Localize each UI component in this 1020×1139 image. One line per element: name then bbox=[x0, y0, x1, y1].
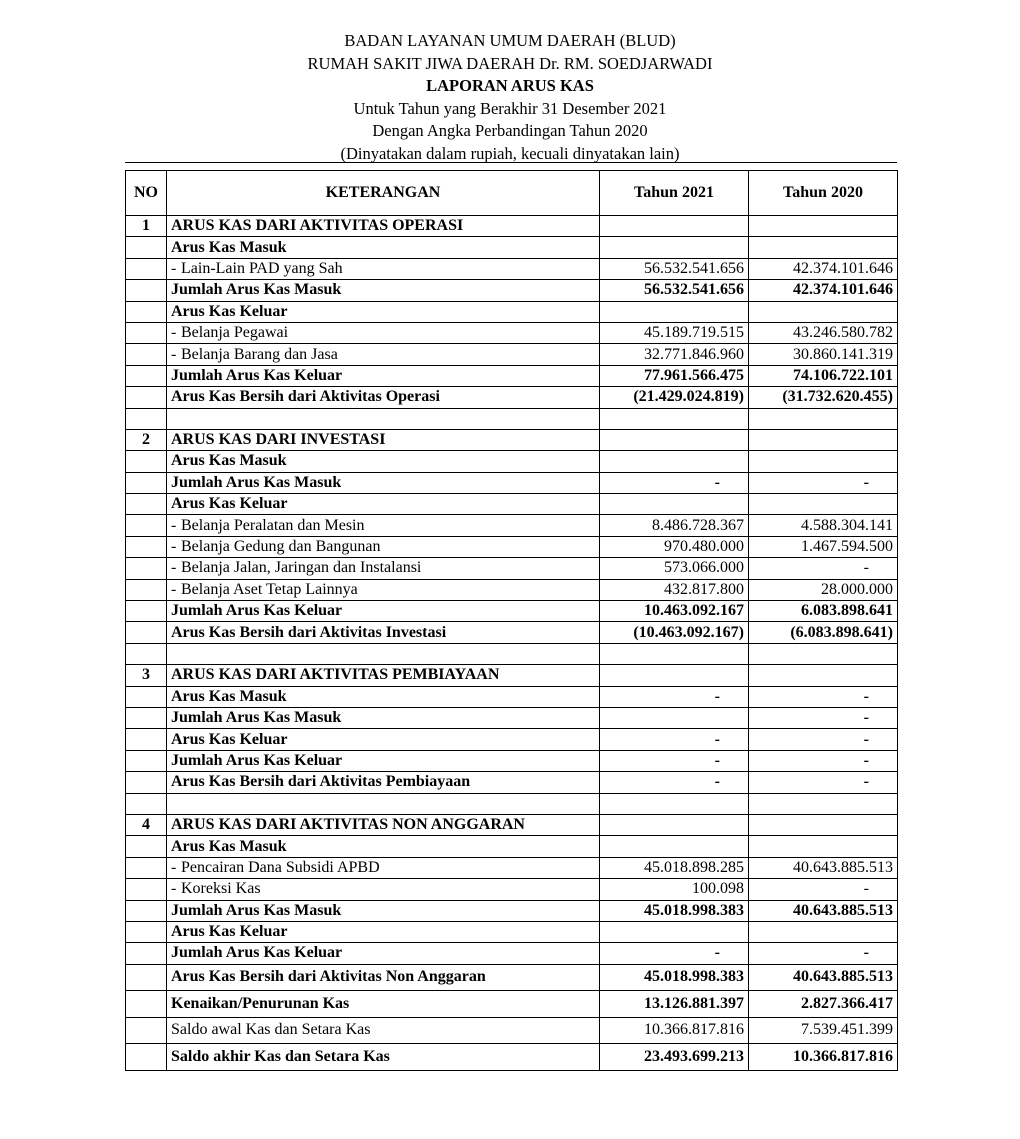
row-description bbox=[167, 879, 600, 900]
row-label: Arus Kas Keluar bbox=[171, 495, 288, 513]
row-description bbox=[167, 216, 600, 237]
row-label: Belanja Barang dan Jasa bbox=[181, 345, 338, 363]
value-2020: 1.467.594.500 bbox=[749, 536, 898, 557]
row-label: Arus Kas Keluar bbox=[171, 730, 288, 748]
row-number bbox=[126, 943, 167, 964]
row-number bbox=[126, 643, 167, 664]
table-row bbox=[126, 750, 898, 771]
row-label: Saldo awal Kas dan Setara Kas bbox=[171, 1021, 371, 1039]
row-description bbox=[167, 536, 600, 557]
table-row bbox=[126, 536, 898, 557]
value-2020 bbox=[749, 793, 898, 814]
row-number bbox=[126, 622, 167, 643]
table-row bbox=[126, 900, 898, 921]
row-number bbox=[126, 408, 167, 429]
value-2020: 30.860.141.319 bbox=[749, 344, 898, 365]
item-dash-marker: - bbox=[171, 516, 177, 534]
value-2020: - bbox=[749, 558, 898, 579]
table-row bbox=[126, 686, 898, 707]
item-dash-marker: - bbox=[171, 538, 177, 556]
value-2020: 74.106.722.101 bbox=[749, 365, 898, 386]
value-2020: - bbox=[749, 729, 898, 750]
value-2020 bbox=[749, 921, 898, 942]
row-description bbox=[167, 857, 600, 878]
row-label: Jumlah Arus Kas Masuk bbox=[171, 473, 342, 491]
row-number bbox=[126, 1017, 167, 1044]
value-2020 bbox=[749, 836, 898, 857]
table-row bbox=[126, 793, 898, 814]
row-number bbox=[126, 387, 167, 408]
row-number bbox=[126, 707, 167, 728]
value-2021: 23.493.699.213 bbox=[600, 1044, 749, 1071]
row-label: Belanja Peralatan dan Mesin bbox=[181, 516, 365, 534]
value-2021 bbox=[600, 216, 749, 237]
item-dash-marker: - bbox=[171, 880, 177, 898]
table-row bbox=[126, 429, 898, 450]
row-number: 3 bbox=[126, 665, 167, 686]
value-2020: - bbox=[749, 472, 898, 493]
value-2020 bbox=[749, 643, 898, 664]
row-label: Arus Kas Bersih dari Aktivitas Pembiayaan bbox=[171, 773, 471, 791]
row-label: Jumlah Arus Kas Masuk bbox=[171, 901, 342, 919]
row-label: Belanja Gedung dan Bangunan bbox=[181, 538, 381, 556]
value-2021: (21.429.024.819) bbox=[600, 387, 749, 408]
row-number bbox=[126, 558, 167, 579]
column-header-year-2020: Tahun 2020 bbox=[749, 171, 898, 216]
row-number bbox=[126, 964, 167, 991]
row-number bbox=[126, 921, 167, 942]
table-row bbox=[126, 601, 898, 622]
value-2021: 77.961.566.475 bbox=[600, 365, 749, 386]
value-2021 bbox=[600, 429, 749, 450]
row-description bbox=[167, 622, 600, 643]
table-row bbox=[126, 344, 898, 365]
row-description bbox=[167, 1044, 600, 1071]
row-description bbox=[167, 579, 600, 600]
row-number bbox=[126, 280, 167, 301]
value-2021: 10.366.817.816 bbox=[600, 1017, 749, 1044]
row-number bbox=[126, 365, 167, 386]
row-number bbox=[126, 836, 167, 857]
row-label: Arus Kas Bersih dari Aktivitas Operasi bbox=[171, 388, 440, 406]
row-number bbox=[126, 301, 167, 322]
row-description bbox=[167, 814, 600, 835]
value-2021: 32.771.846.960 bbox=[600, 344, 749, 365]
value-2021: - bbox=[600, 750, 749, 771]
value-2020: 40.643.885.513 bbox=[749, 857, 898, 878]
value-2020 bbox=[749, 301, 898, 322]
row-description bbox=[167, 943, 600, 964]
value-2021: - bbox=[600, 943, 749, 964]
row-description bbox=[167, 237, 600, 258]
row-label: Kenaikan/Penurunan Kas bbox=[171, 994, 350, 1012]
table-row bbox=[126, 1044, 898, 1071]
row-label: Belanja Jalan, Jaringan dan Instalansi bbox=[181, 559, 422, 577]
value-2021 bbox=[600, 643, 749, 664]
table-row bbox=[126, 964, 898, 991]
row-description bbox=[167, 836, 600, 857]
row-number: 4 bbox=[126, 814, 167, 835]
table-row bbox=[126, 707, 898, 728]
row-label: Lain-Lain PAD yang Sah bbox=[181, 259, 343, 277]
column-header-description: KETERANGAN bbox=[167, 171, 600, 216]
row-description bbox=[167, 665, 600, 686]
value-2021: 45.018.998.383 bbox=[600, 964, 749, 991]
row-label: Arus Kas Bersih dari Aktivitas Investasi bbox=[171, 623, 447, 641]
table-row bbox=[126, 494, 898, 515]
report-period: Untuk Tahun yang Berakhir 31 Desember 2021 bbox=[353, 98, 667, 118]
value-2020: 42.374.101.646 bbox=[749, 258, 898, 279]
value-2021: 13.126.881.397 bbox=[600, 991, 749, 1018]
value-2021 bbox=[600, 665, 749, 686]
table-row bbox=[126, 472, 898, 493]
value-2020: 4.588.304.141 bbox=[749, 515, 898, 536]
row-number bbox=[126, 494, 167, 515]
row-number bbox=[126, 472, 167, 493]
table-row bbox=[126, 237, 898, 258]
table-header-row bbox=[126, 171, 898, 216]
table-row bbox=[126, 921, 898, 942]
table-row bbox=[126, 814, 898, 835]
row-label: Jumlah Arus Kas Keluar bbox=[171, 602, 343, 620]
row-number bbox=[126, 451, 167, 472]
value-2020: 28.000.000 bbox=[749, 579, 898, 600]
table-row bbox=[126, 579, 898, 600]
value-2020 bbox=[749, 429, 898, 450]
row-number bbox=[126, 258, 167, 279]
row-number bbox=[126, 857, 167, 878]
row-label: Arus Kas Masuk bbox=[171, 837, 287, 855]
value-2020: (6.083.898.641) bbox=[749, 622, 898, 643]
cash-flow-table bbox=[125, 170, 898, 1071]
table-row bbox=[126, 729, 898, 750]
value-2020: 7.539.451.399 bbox=[749, 1017, 898, 1044]
row-description bbox=[167, 900, 600, 921]
row-description bbox=[167, 793, 600, 814]
table-row bbox=[126, 515, 898, 536]
report-currency-note: (Dinyatakan dalam rupiah, kecuali dinyatakan lain) bbox=[340, 143, 680, 163]
table-row bbox=[126, 387, 898, 408]
value-2021: - bbox=[600, 686, 749, 707]
row-label: Jumlah Arus Kas Keluar bbox=[171, 366, 343, 384]
value-2020: (31.732.620.455) bbox=[749, 387, 898, 408]
row-description bbox=[167, 365, 600, 386]
value-2021: 573.066.000 bbox=[600, 558, 749, 579]
column-header-year-2021: Tahun 2021 bbox=[600, 171, 749, 216]
value-2020 bbox=[749, 408, 898, 429]
row-description bbox=[167, 558, 600, 579]
row-number bbox=[126, 1044, 167, 1071]
value-2020: 40.643.885.513 bbox=[749, 964, 898, 991]
value-2021: - bbox=[600, 729, 749, 750]
hospital-name: RUMAH SAKIT JIWA DAERAH Dr. RM. SOEDJARWADI bbox=[307, 53, 713, 73]
item-dash-marker: - bbox=[171, 580, 177, 598]
row-label: Arus Kas Keluar bbox=[171, 302, 288, 320]
table-row bbox=[126, 1017, 898, 1044]
row-number bbox=[126, 879, 167, 900]
table-row bbox=[126, 665, 898, 686]
row-description bbox=[167, 280, 600, 301]
row-number bbox=[126, 729, 167, 750]
value-2020: 43.246.580.782 bbox=[749, 322, 898, 343]
value-2021: 56.532.541.656 bbox=[600, 280, 749, 301]
value-2020: 40.643.885.513 bbox=[749, 900, 898, 921]
row-number bbox=[126, 515, 167, 536]
value-2020: - bbox=[749, 750, 898, 771]
value-2020 bbox=[749, 494, 898, 515]
row-number bbox=[126, 991, 167, 1018]
row-label: ARUS KAS DARI AKTIVITAS PEMBIAYAAN bbox=[171, 666, 500, 684]
value-2021 bbox=[600, 921, 749, 942]
row-number bbox=[126, 750, 167, 771]
row-number bbox=[126, 579, 167, 600]
table-row bbox=[126, 216, 898, 237]
value-2021: - bbox=[600, 472, 749, 493]
row-number bbox=[126, 536, 167, 557]
row-label: Jumlah Arus Kas Keluar bbox=[171, 944, 343, 962]
row-label: Pencairan Dana Subsidi APBD bbox=[181, 858, 380, 876]
table-row bbox=[126, 280, 898, 301]
table-row bbox=[126, 622, 898, 643]
table-row bbox=[126, 991, 898, 1018]
item-dash-marker: - bbox=[171, 259, 177, 277]
value-2020: 2.827.366.417 bbox=[749, 991, 898, 1018]
row-description bbox=[167, 387, 600, 408]
row-number bbox=[126, 900, 167, 921]
row-description bbox=[167, 729, 600, 750]
value-2021: 432.817.800 bbox=[600, 579, 749, 600]
value-2020 bbox=[749, 814, 898, 835]
row-description bbox=[167, 515, 600, 536]
value-2021 bbox=[600, 301, 749, 322]
row-label: Arus Kas Masuk bbox=[171, 452, 287, 470]
row-description bbox=[167, 601, 600, 622]
value-2021: 45.018.998.383 bbox=[600, 900, 749, 921]
row-label: Jumlah Arus Kas Masuk bbox=[171, 709, 342, 727]
value-2020: - bbox=[749, 879, 898, 900]
item-dash-marker: - bbox=[171, 324, 177, 342]
table-body bbox=[126, 216, 898, 1071]
row-description bbox=[167, 472, 600, 493]
item-dash-marker: - bbox=[171, 858, 177, 876]
table-row bbox=[126, 857, 898, 878]
report-comparison: Dengan Angka Perbandingan Tahun 2020 bbox=[372, 121, 648, 140]
row-description bbox=[167, 707, 600, 728]
value-2020: - bbox=[749, 707, 898, 728]
report-header bbox=[0, 30, 1020, 165]
value-2021 bbox=[600, 494, 749, 515]
row-number bbox=[126, 237, 167, 258]
header-divider bbox=[125, 162, 897, 163]
table-row bbox=[126, 879, 898, 900]
value-2021: 8.486.728.367 bbox=[600, 515, 749, 536]
row-number bbox=[126, 322, 167, 343]
row-description bbox=[167, 322, 600, 343]
row-number bbox=[126, 772, 167, 793]
table-row bbox=[126, 301, 898, 322]
row-label: Jumlah Arus Kas Masuk bbox=[171, 281, 342, 299]
value-2021: 56.532.541.656 bbox=[600, 258, 749, 279]
value-2021: - bbox=[600, 772, 749, 793]
value-2020: 10.366.817.816 bbox=[749, 1044, 898, 1071]
value-2021 bbox=[600, 793, 749, 814]
row-description bbox=[167, 750, 600, 771]
row-description bbox=[167, 1017, 600, 1044]
row-description bbox=[167, 772, 600, 793]
row-description bbox=[167, 686, 600, 707]
row-label: Arus Kas Keluar bbox=[171, 923, 288, 941]
row-label: Belanja Pegawai bbox=[181, 324, 289, 342]
row-description bbox=[167, 344, 600, 365]
row-description bbox=[167, 451, 600, 472]
item-dash-marker: - bbox=[171, 559, 177, 577]
row-label: ARUS KAS DARI INVESTASI bbox=[171, 431, 386, 449]
row-label: ARUS KAS DARI AKTIVITAS OPERASI bbox=[171, 217, 464, 235]
value-2020 bbox=[749, 665, 898, 686]
row-number bbox=[126, 601, 167, 622]
row-label: Jumlah Arus Kas Keluar bbox=[171, 751, 343, 769]
row-number: 1 bbox=[126, 216, 167, 237]
row-number bbox=[126, 793, 167, 814]
table-row bbox=[126, 408, 898, 429]
value-2020: - bbox=[749, 772, 898, 793]
value-2021: 45.189.719.515 bbox=[600, 322, 749, 343]
table-row bbox=[126, 772, 898, 793]
item-dash-marker: - bbox=[171, 345, 177, 363]
row-number bbox=[126, 686, 167, 707]
row-label: Belanja Aset Tetap Lainnya bbox=[181, 580, 358, 598]
value-2021 bbox=[600, 408, 749, 429]
table-row bbox=[126, 365, 898, 386]
row-label: Saldo akhir Kas dan Setara Kas bbox=[171, 1047, 390, 1065]
table-row bbox=[126, 943, 898, 964]
value-2020 bbox=[749, 451, 898, 472]
value-2020 bbox=[749, 216, 898, 237]
row-description bbox=[167, 301, 600, 322]
row-description bbox=[167, 258, 600, 279]
report-title: LAPORAN ARUS KAS bbox=[426, 76, 594, 95]
table-row bbox=[126, 451, 898, 472]
value-2021: 10.463.092.167 bbox=[600, 601, 749, 622]
value-2021: 100.098 bbox=[600, 879, 749, 900]
row-label: Koreksi Kas bbox=[181, 880, 261, 898]
value-2020 bbox=[749, 237, 898, 258]
value-2021: (10.463.092.167) bbox=[600, 622, 749, 643]
row-description bbox=[167, 921, 600, 942]
row-description bbox=[167, 494, 600, 515]
row-description bbox=[167, 429, 600, 450]
row-number bbox=[126, 344, 167, 365]
row-label: Arus Kas Masuk bbox=[171, 687, 287, 705]
table-row bbox=[126, 836, 898, 857]
value-2021 bbox=[600, 836, 749, 857]
row-description bbox=[167, 991, 600, 1018]
row-number: 2 bbox=[126, 429, 167, 450]
value-2021: 45.018.898.285 bbox=[600, 857, 749, 878]
table-row bbox=[126, 322, 898, 343]
table-row bbox=[126, 558, 898, 579]
value-2020: - bbox=[749, 943, 898, 964]
row-label: Arus Kas Bersih dari Aktivitas Non Anggaran bbox=[171, 968, 486, 986]
value-2021 bbox=[600, 814, 749, 835]
row-description bbox=[167, 408, 600, 429]
value-2020: 6.083.898.641 bbox=[749, 601, 898, 622]
row-description bbox=[167, 964, 600, 991]
value-2021 bbox=[600, 237, 749, 258]
value-2021: 970.480.000 bbox=[600, 536, 749, 557]
table-row bbox=[126, 643, 898, 664]
value-2020: 42.374.101.646 bbox=[749, 280, 898, 301]
value-2021 bbox=[600, 707, 749, 728]
row-label: ARUS KAS DARI AKTIVITAS NON ANGGARAN bbox=[171, 816, 525, 834]
row-description bbox=[167, 643, 600, 664]
row-label: Arus Kas Masuk bbox=[171, 238, 287, 256]
value-2020: - bbox=[749, 686, 898, 707]
institution-name: BADAN LAYANAN UMUM DAERAH (BLUD) bbox=[344, 31, 676, 50]
column-header-no: NO bbox=[126, 171, 167, 216]
table-row bbox=[126, 258, 898, 279]
value-2021 bbox=[600, 451, 749, 472]
